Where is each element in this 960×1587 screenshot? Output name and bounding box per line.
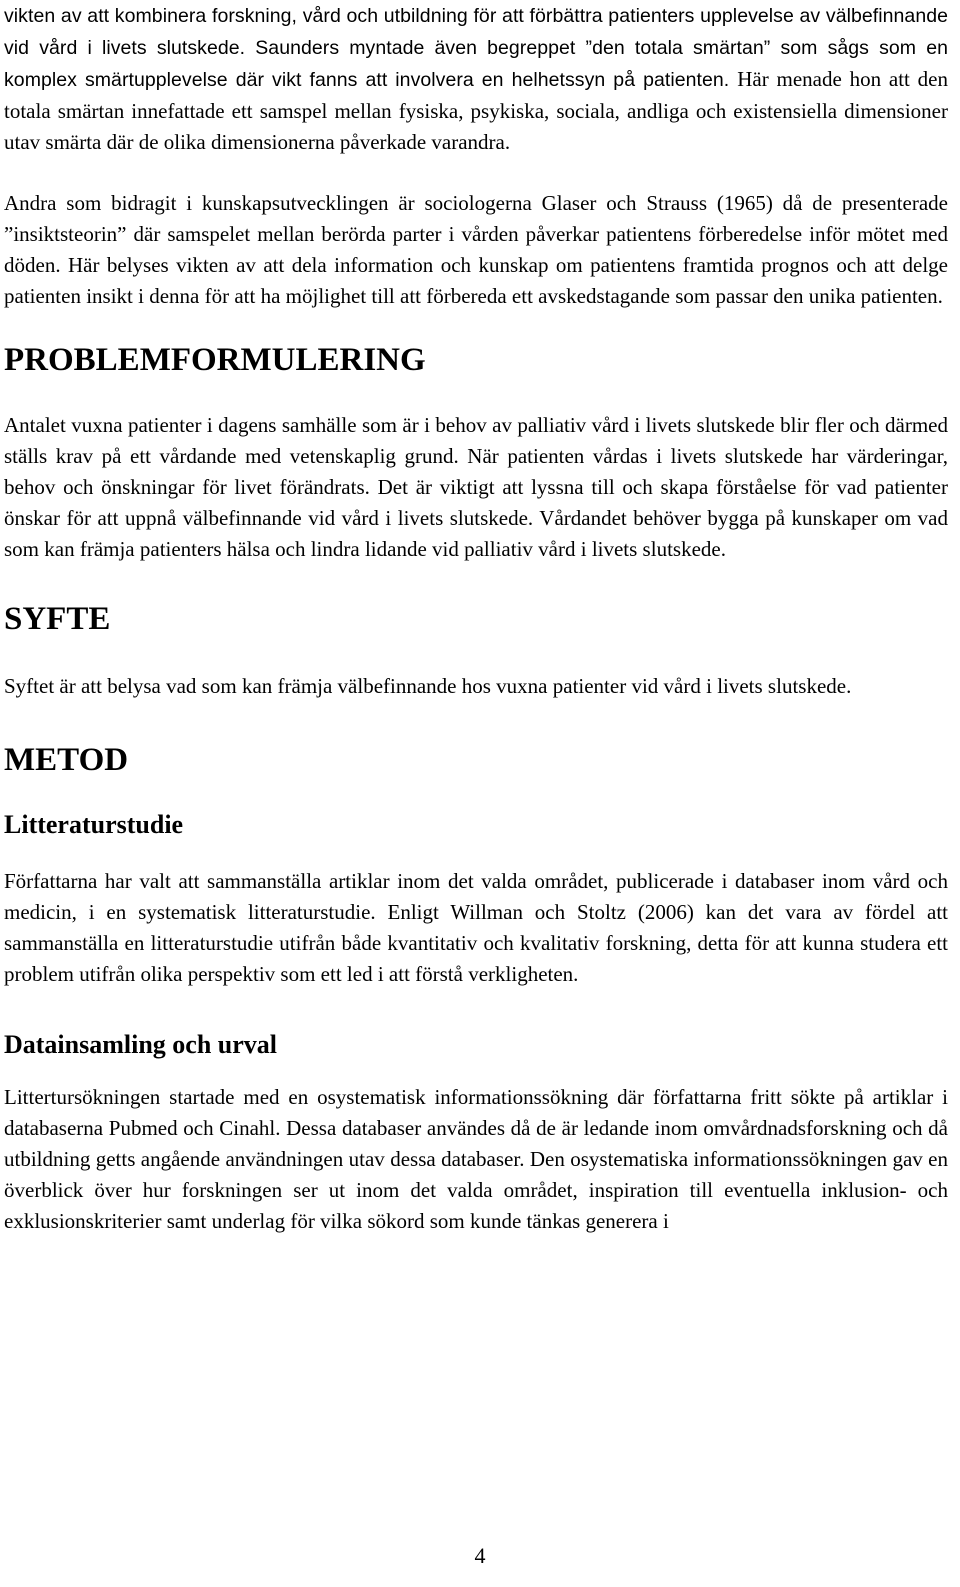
page-number: 4 [474, 1543, 486, 1568]
problem-paragraph: Antalet vuxna patienter i dagens samhälle som är i behov av palliativ vård i livets slutskede blir fler och därmed ställs krav på ett vårdande med vetenskaplig grund. När patienten vårdas i livets slutskede har värderingar, behov och önskningar för livet förändrats. Det är viktigt att lyssna till och skapa förståelse för vad patienter önskar för att uppnå välbefinnande vid vård i livets slutskede. Vårdandet behöver bygga på kunskaper om vad som kan främja patienters hälsa och lindra lidande vid palliativ vård i livets slutskede. [4, 413, 948, 561]
glaser-strauss-paragraph: Andra som bidragit i kunskapsutvecklingen är sociologerna Glaser och Strauss (1965) då de presenterade ”insiktsteorin” där samspelet mellan berörda parter i vården påverkar patientens förberedelse inför mötet med döden. Här belyses vikten av att dela information och kunskap om patientens framtida prognos och att delge patienten insikt i denna för att ha möjlighet till att förbereda ett avskedstagande som passar den unika patienten. [4, 191, 948, 308]
datainsamling-paragraph: Littertursökningen startade med en osystematisk informationssökning där författarna fritt sökte på artiklar i databaserna Pubmed och Cinahl. Dessa databaser användes då de är ledande inom omvårdnadsforskning och då utbildning getts angående användningen utav dessa databaser. Den osystematiska informationssökningen gav en överblick över hur forskningen ser ut inom det valda området, inspiration till eventuella inklusion- och exklusionskriterier samt underlag för vilka sökord som kunde tänkas generera i [4, 1085, 948, 1233]
heading-problemformulering: PROBLEMFORMULERING [4, 342, 426, 378]
heading-metod: METOD [4, 742, 129, 778]
intro-continuation-paragraph [4, 0, 948, 158]
intro-text-sans: vikten av att kombinera forskning, vård och utbildning för att förbättra patienters upplevelse av välbefinnande vid vård i livets slutskede. Saunders myntade även begreppet ”den totala smärtan” som sågs som en komplex smärtupplevelse där vikt fanns att involvera en helhetssyn på patienten. [4, 5, 948, 91]
syfte-paragraph: Syftet är att belysa vad som kan främja välbefinnande hos vuxna patienter vid vård i livets slutskede. [4, 674, 852, 698]
heading-datainsamling: Datainsamling och urval [4, 1030, 278, 1059]
document-page [4, 0, 948, 1237]
litteraturstudie-paragraph: Författarna har valt att sammanställa artiklar inom det valda området, publicerade i databaser inom vård och medicin, i en systematisk litteraturstudie. Enligt Willman och Stoltz (2006) kan det vara av fördel att sammanställa en litteraturstudie utifrån både kvantitativ och kvalitativ forskning, detta för att kunna studera ett problem utifrån olika perspektiv som ett led i att förstå verkligheten. [4, 869, 948, 986]
heading-syfte: SYFTE [4, 601, 111, 637]
intro-text-serif: Här menade hon att den totala smärtan innefattade ett samspel mellan fysiska, psykiska, sociala, andliga och existensiella dimensioner utav smärta där de olika dimensionerna påverkade varandra. [4, 67, 948, 154]
heading-litteraturstudie: Litteraturstudie [4, 810, 184, 839]
